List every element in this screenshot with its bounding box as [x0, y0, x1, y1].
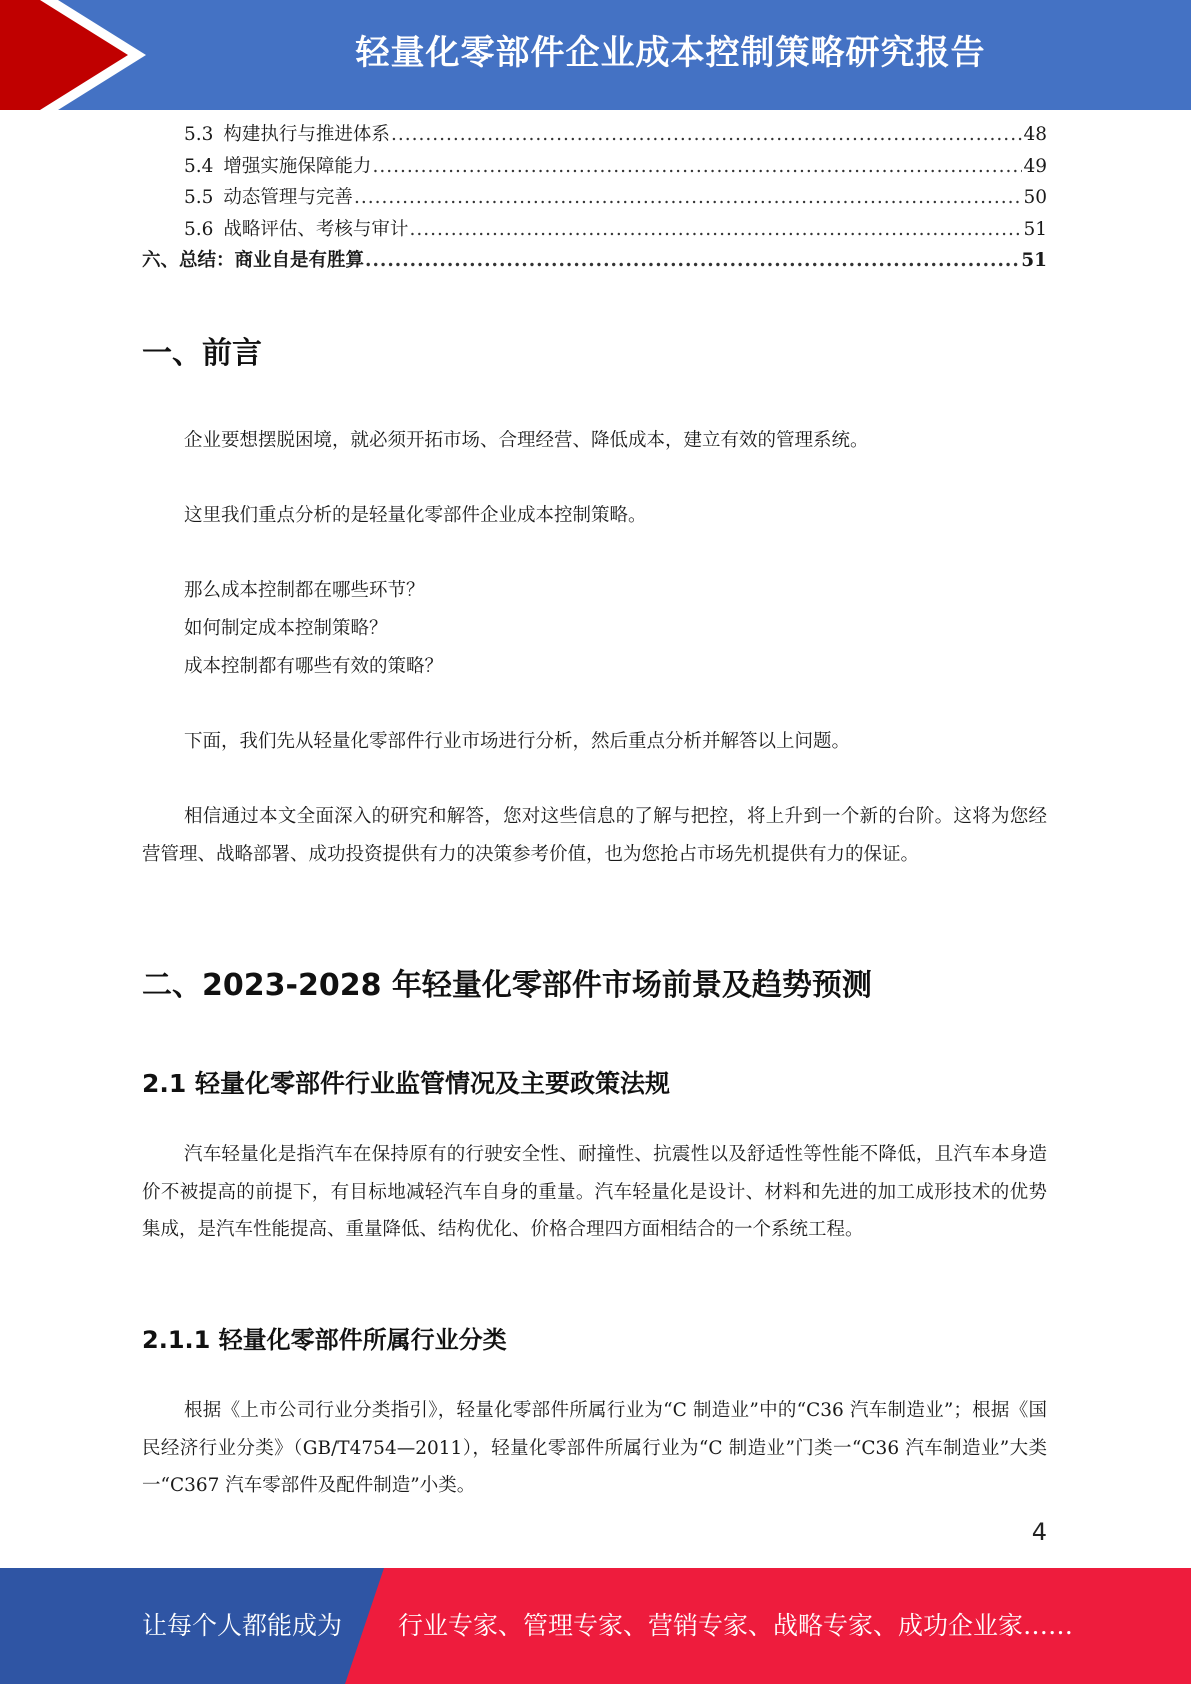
toc-leader-dots: [391, 124, 1023, 145]
toc-entry-number: 5.6: [184, 218, 214, 240]
toc-leader-dots: [354, 187, 1023, 208]
paragraph: 相信通过本文全面深入的研究和解答，您对这些信息的了解与把控，将上升到一个新的台阶。这将为您经营管理、战略部署、成功投资提供有力的决策参考价值，也为您抢占市场先机提供有力的保证。: [142, 806, 1047, 865]
section-heading-market: 二、2023-2028 年轻量化零部件市场前景及趋势预测: [142, 968, 872, 1003]
section-heading-preface: 一、前言: [142, 336, 262, 371]
question-line: 如何制定成本控制策略？: [184, 618, 388, 639]
toc-entry-title: 增强实施保障能力: [223, 155, 372, 177]
toc-entry-page: 48: [1023, 124, 1047, 145]
toc-entry-page: 51: [1021, 250, 1047, 271]
question-line: 那么成本控制都在哪些环节？: [184, 580, 425, 601]
paragraph: 企业要想摆脱困境，就必须开拓市场、合理经营、降低成本，建立有效的管理系统。: [184, 430, 869, 451]
table-of-contents: [142, 120, 1047, 278]
toc-entry-number: 5.4: [184, 155, 214, 177]
toc-entry[interactable]: [142, 246, 1047, 278]
page-number: 4: [1031, 1518, 1047, 1546]
page-header: [0, 0, 1191, 110]
paragraph: 这里我们重点分析的是轻量化零部件企业成本控制策略。: [184, 505, 647, 526]
header-arrow-icon: [0, 0, 160, 110]
paragraph: 汽车轻量化是指汽车在保持原有的行驶安全性、耐撞性、抗震性以及舒适性等性能不降低，且汽车本身造价不被提高的前提下，有目标地减轻汽车自身的重量。汽车轻量化是设计、材料和先进的加工成形技术的优势集成，是汽车性能提高、重量降低、结构优化、价格合理四方面相结合的一个系统工程。: [142, 1144, 1047, 1240]
toc-entry[interactable]: [142, 215, 1047, 247]
subsubsection-heading-classification: 2.1.1 轻量化零部件所属行业分类: [142, 1326, 507, 1354]
toc-leader-dots: [372, 156, 1022, 177]
toc-leader-dots: [409, 219, 1022, 240]
paragraph: 下面，我们先从轻量化零部件行业市场进行分析，然后重点分析并解答以上问题。: [184, 731, 851, 752]
toc-entry-number: 5.3: [184, 124, 214, 145]
subsection-heading-regulation: 2.1 轻量化零部件行业监管情况及主要政策法规: [142, 1069, 670, 1098]
page-footer: [0, 1568, 1191, 1684]
toc-entry-title: 战略评估、考核与审计: [223, 218, 409, 240]
toc-leader-dots: [365, 250, 1020, 271]
toc-entry-title: 构建执行与推进体系: [223, 124, 390, 145]
toc-entry[interactable]: [142, 152, 1047, 184]
toc-entry-title: 动态管理与完善: [223, 187, 353, 208]
toc-entry[interactable]: [142, 120, 1047, 152]
toc-entry-number: 5.5: [184, 187, 214, 208]
toc-entry-page: 51: [1023, 218, 1047, 240]
report-title: 轻量化零部件企业成本控制策略研究报告: [355, 33, 986, 73]
footer-slogan-right: 行业专家、管理专家、营销专家、战略专家、成功企业家……: [398, 1611, 1074, 1640]
toc-entry-title: 六、总结：商业自是有胜算: [142, 250, 365, 271]
paragraph: 根据《上市公司行业分类指引》，轻量化零部件所属行业为“C 制造业”中的“C36 汽车制造业”；根据《国民经济行业分类》（GB/T4754—2011），轻量化零部件所属行业为“C 制造业”门类一“C36 汽车制造业”大类一“C367 汽车零部件及配件制造”小类。: [142, 1400, 1047, 1496]
question-line: 成本控制都有哪些有效的策略？: [184, 656, 444, 677]
footer-slogan-left: 让每个人都能成为: [142, 1611, 343, 1640]
toc-entry-page: 50: [1023, 187, 1047, 208]
toc-entry[interactable]: [142, 183, 1047, 215]
toc-entry-page: 49: [1023, 155, 1047, 177]
